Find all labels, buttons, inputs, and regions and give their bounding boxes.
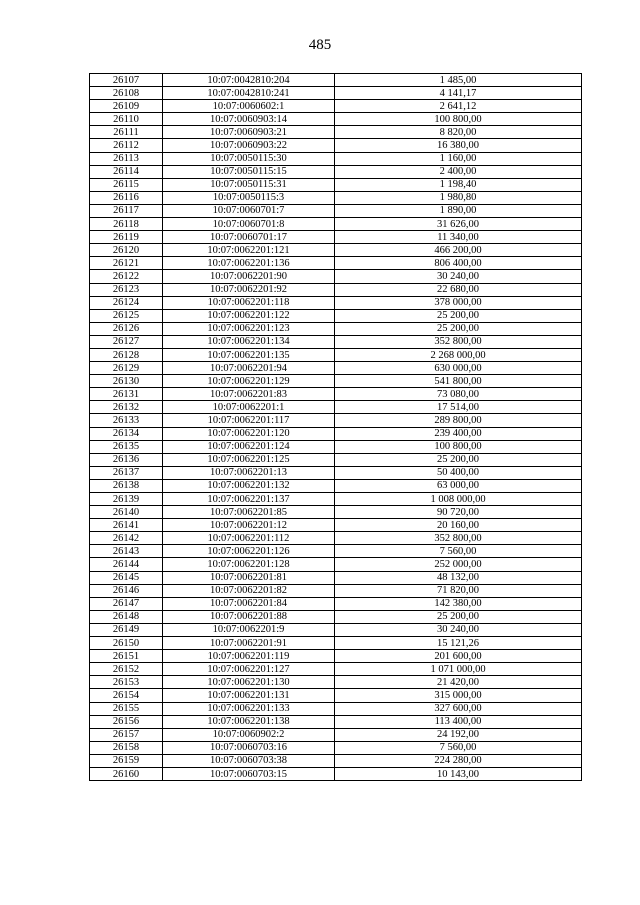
row-number-cell: 26118 [90,218,163,231]
cadastral-number-cell: 10:07:0062201:135 [163,348,335,361]
value-cell: 378 000,00 [335,296,582,309]
value-cell: 63 000,00 [335,479,582,492]
row-number-cell: 26121 [90,257,163,270]
value-cell: 1 980,80 [335,191,582,204]
cadastral-number-cell: 10:07:0062201:131 [163,689,335,702]
table-row [90,348,582,361]
table-row [90,191,582,204]
row-number-cell: 26110 [90,113,163,126]
cadastral-number-cell: 10:07:0062201:13 [163,466,335,479]
table-row [90,296,582,309]
row-number-cell: 26143 [90,545,163,558]
table-row [90,453,582,466]
cadastral-number-cell: 10:07:0060701:8 [163,218,335,231]
table-row [90,401,582,414]
row-number-cell: 26145 [90,571,163,584]
table-row [90,427,582,440]
value-cell: 113 400,00 [335,715,582,728]
value-cell: 1 890,00 [335,204,582,217]
table-row [90,204,582,217]
row-number-cell: 26116 [90,191,163,204]
cadastral-number-cell: 10:07:0062201:90 [163,270,335,283]
table-row [90,414,582,427]
table-row [90,741,582,754]
row-number-cell: 26128 [90,348,163,361]
table-row [90,519,582,532]
table-row [90,715,582,728]
table-row [90,440,582,453]
table-row [90,178,582,191]
cadastral-number-cell: 10:07:0062201:125 [163,453,335,466]
table-row [90,283,582,296]
table-row [90,571,582,584]
cadastral-number-cell: 10:07:0062201:137 [163,493,335,506]
value-cell: 2 641,12 [335,100,582,113]
table-row [90,244,582,257]
cadastral-number-cell: 10:07:0062201:130 [163,676,335,689]
cadastral-number-cell: 10:07:0062201:129 [163,375,335,388]
value-cell: 16 380,00 [335,139,582,152]
value-cell: 224 280,00 [335,754,582,767]
cadastral-number-cell: 10:07:0062201:119 [163,650,335,663]
table-row [90,479,582,492]
row-number-cell: 26129 [90,362,163,375]
row-number-cell: 26126 [90,322,163,335]
row-number-cell: 26115 [90,178,163,191]
table-row [90,754,582,767]
value-cell: 25 200,00 [335,610,582,623]
row-number-cell: 26140 [90,506,163,519]
row-number-cell: 26119 [90,231,163,244]
row-number-cell: 26141 [90,519,163,532]
row-number-cell: 26134 [90,427,163,440]
value-cell: 201 600,00 [335,650,582,663]
cadastral-number-cell: 10:07:0062201:84 [163,597,335,610]
table-row [90,375,582,388]
table-row [90,152,582,165]
value-cell: 30 240,00 [335,623,582,636]
row-number-cell: 26127 [90,335,163,348]
cadastral-number-cell: 10:07:0062201:85 [163,506,335,519]
value-cell: 21 420,00 [335,676,582,689]
cadastral-number-cell: 10:07:0062201:81 [163,571,335,584]
table-row [90,610,582,623]
row-number-cell: 26109 [90,100,163,113]
row-number-cell: 26137 [90,466,163,479]
cadastral-number-cell: 10:07:0062201:122 [163,309,335,322]
value-cell: 1 008 000,00 [335,493,582,506]
value-cell: 7 560,00 [335,545,582,558]
row-number-cell: 26138 [90,479,163,492]
cadastral-number-cell: 10:07:0060703:15 [163,767,335,780]
row-number-cell: 26144 [90,558,163,571]
table-row [90,637,582,650]
cadastral-number-cell: 10:07:0062201:132 [163,479,335,492]
row-number-cell: 26133 [90,414,163,427]
value-cell: 10 143,00 [335,767,582,780]
row-number-cell: 26147 [90,597,163,610]
table-row [90,87,582,100]
row-number-cell: 26159 [90,754,163,767]
value-cell: 1 485,00 [335,74,582,87]
row-number-cell: 26130 [90,375,163,388]
row-number-cell: 26156 [90,715,163,728]
cadastral-number-cell: 10:07:0062201:136 [163,257,335,270]
row-number-cell: 26151 [90,650,163,663]
table-row [90,113,582,126]
cadastral-number-cell: 10:07:0062201:9 [163,623,335,636]
row-number-cell: 26108 [90,87,163,100]
value-cell: 352 800,00 [335,335,582,348]
value-cell: 352 800,00 [335,532,582,545]
row-number-cell: 26152 [90,663,163,676]
table-row [90,676,582,689]
value-cell: 239 400,00 [335,427,582,440]
cadastral-number-cell: 10:07:0060903:22 [163,139,335,152]
cadastral-number-cell: 10:07:0062201:128 [163,558,335,571]
table-row [90,218,582,231]
cadastral-number-cell: 10:07:0062201:127 [163,663,335,676]
cadastral-number-cell: 10:07:0050115:15 [163,165,335,178]
value-cell: 25 200,00 [335,322,582,335]
row-number-cell: 26120 [90,244,163,257]
value-cell: 289 800,00 [335,414,582,427]
cadastral-number-cell: 10:07:0042810:241 [163,87,335,100]
value-cell: 73 080,00 [335,388,582,401]
cadastral-number-cell: 10:07:0050115:30 [163,152,335,165]
cadastral-number-cell: 10:07:0060903:14 [163,113,335,126]
value-cell: 90 720,00 [335,506,582,519]
row-number-cell: 26132 [90,401,163,414]
row-number-cell: 26125 [90,309,163,322]
row-number-cell: 26131 [90,388,163,401]
cadastral-number-cell: 10:07:0050115:31 [163,178,335,191]
row-number-cell: 26154 [90,689,163,702]
cadastral-number-cell: 10:07:0062201:117 [163,414,335,427]
value-cell: 48 132,00 [335,571,582,584]
table-row [90,663,582,676]
value-cell: 466 200,00 [335,244,582,257]
table-row [90,728,582,741]
row-number-cell: 26123 [90,283,163,296]
value-cell: 25 200,00 [335,309,582,322]
table-row [90,362,582,375]
row-number-cell: 26158 [90,741,163,754]
table-row [90,767,582,780]
table-row [90,100,582,113]
value-cell: 2 400,00 [335,165,582,178]
table-row [90,322,582,335]
cadastral-number-cell: 10:07:0062201:94 [163,362,335,375]
cadastral-number-cell: 10:07:0062201:124 [163,440,335,453]
table-row [90,584,582,597]
row-number-cell: 26149 [90,623,163,636]
cadastral-number-cell: 10:07:0062201:126 [163,545,335,558]
value-cell: 630 000,00 [335,362,582,375]
table-row [90,165,582,178]
table-row [90,309,582,322]
table-row [90,466,582,479]
table-row [90,558,582,571]
cadastral-number-cell: 10:07:0042810:204 [163,74,335,87]
value-cell: 1 071 000,00 [335,663,582,676]
cadastral-number-cell: 10:07:0062201:120 [163,427,335,440]
table-row [90,532,582,545]
cadastral-number-cell: 10:07:0060701:7 [163,204,335,217]
table-row [90,231,582,244]
row-number-cell: 26122 [90,270,163,283]
cadastral-number-cell: 10:07:0062201:12 [163,519,335,532]
value-cell: 50 400,00 [335,466,582,479]
cadastral-number-cell: 10:07:0050115:3 [163,191,335,204]
page-number: 485 [308,37,332,53]
cadastral-number-cell: 10:07:0062201:138 [163,715,335,728]
cadastral-number-cell: 10:07:0060703:16 [163,741,335,754]
value-cell: 252 000,00 [335,558,582,571]
row-number-cell: 26135 [90,440,163,453]
cadastral-number-cell: 10:07:0060703:38 [163,754,335,767]
row-number-cell: 26148 [90,610,163,623]
cadastral-number-cell: 10:07:0062201:91 [163,637,335,650]
value-cell: 11 340,00 [335,231,582,244]
cadastral-number-cell: 10:07:0062201:133 [163,702,335,715]
row-number-cell: 26150 [90,637,163,650]
value-cell: 1 198,40 [335,178,582,191]
value-cell: 17 514,00 [335,401,582,414]
row-number-cell: 26114 [90,165,163,178]
cadastral-number-cell: 10:07:0062201:82 [163,584,335,597]
cadastral-number-cell: 10:07:0060902:2 [163,728,335,741]
value-cell: 8 820,00 [335,126,582,139]
value-cell: 71 820,00 [335,584,582,597]
table-row [90,74,582,87]
table-row [90,126,582,139]
value-cell: 806 400,00 [335,257,582,270]
cadastral-number-cell: 10:07:0060701:17 [163,231,335,244]
cadastral-number-cell: 10:07:0062201:112 [163,532,335,545]
row-number-cell: 26142 [90,532,163,545]
table-row [90,257,582,270]
table-row [90,388,582,401]
cadastral-number-cell: 10:07:0062201:118 [163,296,335,309]
value-cell: 541 800,00 [335,375,582,388]
cadastral-number-cell: 10:07:0062201:123 [163,322,335,335]
value-cell: 142 380,00 [335,597,582,610]
table-row [90,650,582,663]
row-number-cell: 26157 [90,728,163,741]
value-cell: 25 200,00 [335,453,582,466]
cadastral-number-cell: 10:07:0062201:1 [163,401,335,414]
value-cell: 100 800,00 [335,440,582,453]
row-number-cell: 26111 [90,126,163,139]
table-row [90,506,582,519]
value-cell: 100 800,00 [335,113,582,126]
row-number-cell: 26139 [90,493,163,506]
table-row [90,139,582,152]
row-number-cell: 26112 [90,139,163,152]
value-cell: 24 192,00 [335,728,582,741]
value-cell: 1 160,00 [335,152,582,165]
row-number-cell: 26160 [90,767,163,780]
table-row [90,689,582,702]
row-number-cell: 26117 [90,204,163,217]
value-cell: 327 600,00 [335,702,582,715]
value-cell: 31 626,00 [335,218,582,231]
cadastral-number-cell: 10:07:0062201:88 [163,610,335,623]
cadastral-number-cell: 10:07:0062201:92 [163,283,335,296]
cadastral-value-table [89,73,582,781]
table-body [90,74,582,781]
value-cell: 15 121,26 [335,637,582,650]
table-row [90,335,582,348]
row-number-cell: 26113 [90,152,163,165]
cadastral-number-cell: 10:07:0062201:134 [163,335,335,348]
value-cell: 2 268 000,00 [335,348,582,361]
value-cell: 20 160,00 [335,519,582,532]
cadastral-number-cell: 10:07:0062201:83 [163,388,335,401]
row-number-cell: 26155 [90,702,163,715]
table-row [90,597,582,610]
value-cell: 4 141,17 [335,87,582,100]
row-number-cell: 26124 [90,296,163,309]
table-row [90,545,582,558]
value-cell: 30 240,00 [335,270,582,283]
row-number-cell: 26107 [90,74,163,87]
table-row [90,702,582,715]
cadastral-number-cell: 10:07:0060602:1 [163,100,335,113]
value-cell: 315 000,00 [335,689,582,702]
row-number-cell: 26153 [90,676,163,689]
row-number-cell: 26146 [90,584,163,597]
cadastral-number-cell: 10:07:0062201:121 [163,244,335,257]
table-row [90,493,582,506]
value-cell: 22 680,00 [335,283,582,296]
cadastral-number-cell: 10:07:0060903:21 [163,126,335,139]
row-number-cell: 26136 [90,453,163,466]
table-row [90,270,582,283]
value-cell: 7 560,00 [335,741,582,754]
table-row [90,623,582,636]
